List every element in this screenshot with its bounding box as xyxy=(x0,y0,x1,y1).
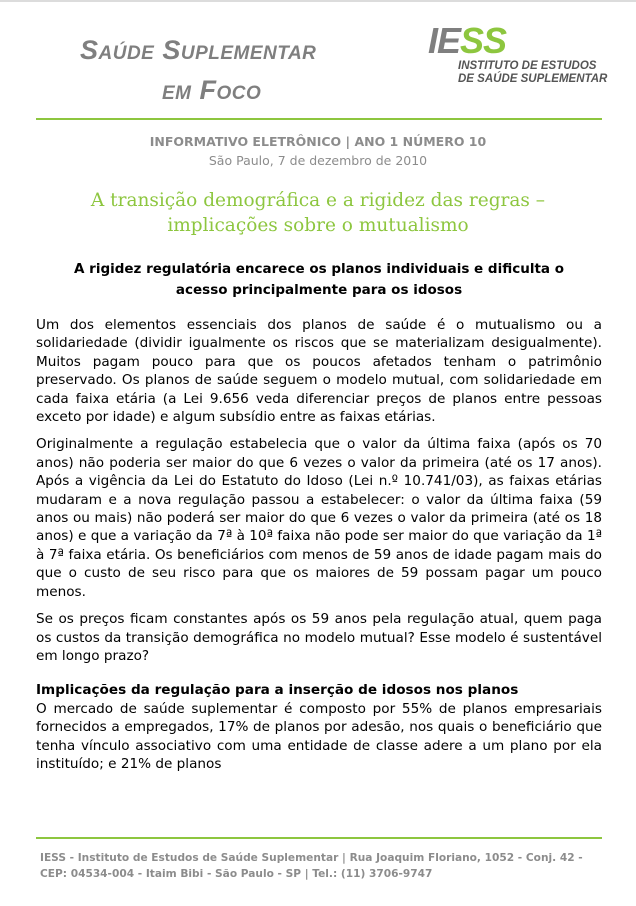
article-subtitle xyxy=(36,259,602,301)
logo-mark-ie: IE xyxy=(428,20,461,61)
article-title xyxy=(40,188,596,238)
header-divider xyxy=(36,118,602,120)
issue-label: INFORMATIVO ELETRÔNICO | ANO 1 NÚMERO 10 xyxy=(149,134,487,149)
brand-line-2: em Foco xyxy=(162,75,262,105)
article-title-line-1: A transição demográfica e a rigidez das regras – xyxy=(90,190,546,211)
article-body xyxy=(36,316,602,782)
issue-date: São Paulo, 7 de dezembro de 2010 xyxy=(208,153,428,168)
logo-subtitle-line-2: DE SAÚDE SUPLEMENTAR xyxy=(458,73,608,85)
footer xyxy=(40,850,600,882)
article-title-line-2: implicações sobre o mutualismo xyxy=(167,215,469,236)
article-subtitle-line-1: A rigidez regulatória encarece os planos individuais e dificulta o xyxy=(74,261,564,277)
logo-subtitle-line-1: INSTITUTO DE ESTUDOS xyxy=(458,60,597,72)
section-heading: Implicações da regulação para a inserção de idosos nos planos xyxy=(36,682,519,699)
body-paragraph: Se os preços ficam constantes após os 59 anos pela regulação atual, quem paga os custos da transição demográfica no modelo mutual? Esse modelo é sustentável em longo prazo? xyxy=(36,611,602,664)
section-paragraph: O mercado de saúde suplementar é composto por 55% de planos empresariais fornecidos a empregados, 17% de planos por adesão, nos quais o beneficiário que tenha vínculo associativo com uma entidade de classe adere a um plano por ela instituído; e 21% de planos xyxy=(36,700,602,772)
body-paragraph: Originalmente a regulação estabelecia que o valor da última faixa (após os 70 anos) não poderia ser maior do que 6 vezes o valor da primeira (até os 17 anos). Após a vigência da Lei do Estatuto do Idoso (Lei n.º 10.741/03), as faixas etárias mudaram e a nova regulação passou a estabelecer: o valor da última faixa (59 anos ou mais) não poderá ser maior do que 6 vezes o valor da primeira (até os 18 anos) e que a variação da 7ª à 10ª faixa não pode ser maior do que variação da 1ª à 7ª faixa etária. Os beneficiários com menos de 59 anos de idade pagam mais do que o custo de seu risco para que os maiores de 59 possam pagar um pouco menos. xyxy=(36,436,602,600)
brand-line-1: Saúde Suplementar xyxy=(80,35,317,65)
iess-logo xyxy=(428,22,613,86)
logo-mark xyxy=(428,22,613,60)
body-paragraph: Um dos elementos essenciais dos planos de saúde é o mutualismo ou a solidariedade (dividir igualmente os riscos que se materializam desigualmente). Muitos pagam pouco para que os poucos afetados tenham o patrimônio preservado. Os planos de saúde seguem o modelo mutual, com solidariedade em cada faixa etária (a Lei 9.656 veda diferenciar preços de planos entre pessoas exceto por idade) e algum subsídio entre as faixas etárias. xyxy=(36,317,602,426)
footer-address-line-2: CEP: 04534-004 - Itaim Bibi - São Paulo - SP | Tel.: (11) 3706-9747 xyxy=(40,868,433,880)
top-rule xyxy=(0,0,636,2)
footer-address-line-1: IESS - Instituto de Estudos de Saúde Suplementar | Rua Joaquim Floriano, 1052 - Conj. 42 - xyxy=(40,852,583,864)
logo-mark-ss: SS xyxy=(460,20,507,61)
newsletter-brand xyxy=(80,30,390,110)
article-subtitle-line-2: acesso principalmente para os idosos xyxy=(175,282,463,298)
footer-divider xyxy=(36,837,602,839)
